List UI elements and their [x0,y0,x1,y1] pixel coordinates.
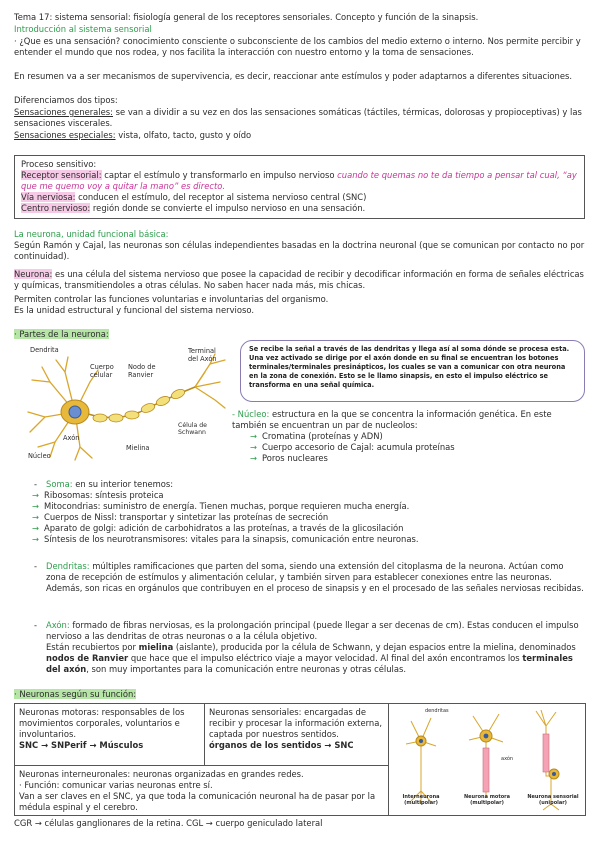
inter-line3: Van a ser claves en el SNC, ya que toda la comunicación neuronal ha de pasar por la médula espinal y el cerebro. [19,791,376,813]
receptor-note: cuando te quemas no te da tiempo a pensar tal cual, “ay que me quemo voy a quitar la mano” es directo. [21,170,577,192]
interneuronas-cell [15,766,389,815]
label-dendritas: dendritas [425,708,449,714]
funcion-table [14,703,586,816]
neurona-p3: Es la unidad estructural y funcional del sistema nervioso. [14,305,254,315]
motoras-cell [15,704,205,766]
nucleo-text [232,409,584,431]
neurona-def-text: es una célula del sistema nervioso que posee la capacidad de recibir y decodificar información en forma de señales eléctricas y químicas, transmitiendoles a otras células. No saben hacer nada más, mis chicas. [14,269,584,291]
motoras-flow: SNC → SNPerif → Músculos [19,740,144,751]
receptor-line [21,170,578,192]
neurona-p2: Permiten controlar las funciones voluntarias e involuntarias del organismo. [14,294,329,304]
label-axon: Axón [63,434,80,442]
centro-line [21,203,578,214]
via-text: conducen el estímulo, del receptor al sistema nervioso central (SNC) [75,192,367,203]
label-nodo: Nodo de Ranvier [128,363,156,379]
neurona-p1: Según Ramón y Cajal, las neuronas son células independientes basadas en la doctrina neuronal (que se comunican por contacto no por continuidad). [14,240,585,262]
nucleo-list [250,431,584,464]
sinapsis-bubble [240,340,585,402]
dendritas-label: Dendritas: [46,561,90,571]
mielina-term: mielina [138,642,174,653]
label-terminal: Terminal del Axón [188,347,217,363]
nucleo-item: → Cuerpo accesorio de Cajal: acumula proteínas [250,442,584,453]
footer-note: CGR → células ganglionares de la retina. CGL → cuerpo geniculado lateral [14,818,323,828]
inter-line1: Neuronas interneuronales: neuronas organizadas en grandes redes. [19,769,304,779]
general-sensations [14,107,582,129]
label-interneurona: Interneurona (multipolar) [402,794,440,806]
nucleo-desc: estructura en la que se concentra la información genética. En este también se encuentran un par de nucleolos: [232,409,552,431]
dendritas-text [32,561,586,594]
nucleo-section [232,409,584,464]
soma-line [32,479,588,490]
label-dendrita: Dendrita [30,346,59,354]
motoras-text: Neuronas motoras: responsables de los movimientos corporales, voluntarios e involuntarios. [19,707,185,740]
bubble-text: Se recibe la señal a través de las dendritas y llega así al soma dónde se procesa esta. Una vez activado se dirige por el axón donde en su final se encuentran los botones terminales/terminales presinápticos, los cuales se van a comunicar con otra neurona en la zona de conexión. Esto se le llamo sinapsis, en esto el impulso eléctrico se transforma en una señal química. [249,345,570,389]
receptor-label: Receptor sensorial: [21,170,102,181]
nucleo-label: - Núcleo: [232,409,270,419]
neuron-types-figure [391,706,585,814]
page-title: Tema 17: sistema sensorial: fisiología general de los receptores sensoriales. Concepto y función de la sinapsis. [14,12,479,22]
inter-line2: · Función: comunicar varias neuronas entre sí. [19,780,213,791]
intro-question: · ¿Que es una sensación? conocimiento consciente o subconsciente de los cambios del medio externo o interno. Nos permite percibir y entender el mundo que nos rodea, y nos facilita la interacción con nuestro entorno y la toma de sensaciones. [14,36,581,58]
funcion-heading: · Neuronas según su función: [14,689,137,699]
label-nucleo: Núcleo [28,452,51,460]
via-label: Vía nerviosa: [21,192,76,203]
axon-section [32,620,586,675]
special-sensations [14,130,251,141]
types-label: Diferenciamos dos tipos: [14,95,118,105]
special-text: vista, olfato, tacto, gusto y oído [115,130,252,140]
axon-desc1: formado de fibras nerviosas, es la prolongación principal (puede llegar a ser decenas de cm). Estas conducen el impulso nervioso a las dendritas de otras neuronas o a la célula objetivo. [46,620,579,642]
intro-heading: Introducción al sistema sensorial [14,24,152,34]
nucleo-item: → Cromatina (proteínas y ADN) [250,431,584,442]
neurona-definition [14,269,588,291]
process-title: Proceso sensitivo: [21,159,97,169]
general-text: se van a dividir a su vez en dos las sensaciones somáticas (táctiles, térmicas, dolorosas y propioceptivas) y las sensaciones viscerales. [14,107,582,129]
label-schwann: Célula de Schwann [178,422,207,437]
soma-item: → Aparato de golgi: adición de carbohidratos a las proteínas, a través de la glicosilación [32,523,588,534]
neurona-def-label: Neurona: [14,269,53,279]
axon-text1 [32,620,586,642]
ranvier-term: nodos de Ranvier [46,653,129,664]
soma-item: → Cuerpos de Nissl: transportar y sintetizar las proteínas de secreción [32,512,588,523]
sensoriales-cell [205,704,389,766]
partes-heading: · Partes de la neurona: [14,329,109,339]
soma-item: → Ribosomas: síntesis proteica [32,490,588,501]
label-motora: Neurona motora (multipolar) [463,794,511,806]
soma-section [32,479,588,546]
label-cuerpo: Cuerpo celular [90,363,114,379]
label-mielina: Mielina [126,444,150,452]
neurona-heading: La neurona, unidad funcional básica: [14,229,169,239]
label-axon-small: axón [501,756,514,762]
neuron-diagram [20,342,230,462]
receptor-text: captar el estímulo y transformarlo en impulso nervioso [101,170,338,181]
axon-label: Axón: [46,620,70,630]
dendritas-section [32,561,586,594]
terminales-term: terminales del axón [46,653,573,675]
soma-list [32,490,588,545]
sensoriales-flow: órganos de los sentidos → SNC [209,740,354,751]
nucleo-item: → Poros nucleares [250,453,584,464]
centro-label: Centro nervioso: [21,203,91,214]
general-label: Sensaciones generales: [14,107,113,117]
axon-text2: Están recubiertos por mielina (aislante), producida por la célula de Schwann, y dejan espacios entre la mielina, denominados nodos de Ranvier que hace que el impulso eléctrico viaje a mayor velocidad. Al final del axón encontramos los terminales del axón, son muy importantes para la comunicación entre neuronas y otras células. [46,642,576,675]
via-line [21,192,578,203]
process-box [14,155,585,219]
special-label: Sensaciones especiales: [14,130,116,140]
centro-text: región donde se convierte el impulso nervioso en una sensación. [90,203,366,214]
dendritas-desc: múltiples ramificaciones que parten del soma, siendo una extensión del citoplasma de la neurona. Actúan como zona de recepción de estímulos y alimentación celular, y también sirven para establecer conexiones entre las neuronas. Además, son ricas en orgánulos que contribuyen en el proceso de sinapsis y en el procesado de las señales nerviosas recibidas. [46,561,584,594]
intro-summary: En resumen va a ser mecanismos de supervivencia, es decir, reaccionar ante estímulos y poder adaptarnos a diferentes situaciones. [14,71,573,81]
sensoriales-text: Neuronas sensoriales: encargadas de recibir y procesar la información externa, captada por nuestros sentidos. [209,707,383,740]
soma-desc: en su interior tenemos: [72,479,174,489]
soma-label: Soma: [46,479,73,489]
soma-item: → Síntesis de los neurotransmisores: vitales para la sinapsis, comunicación entre neuronas. [32,534,588,545]
soma-item: → Mitocondrias: suministro de energía. Tienen muchas, porque requieren mucha energía. [32,501,588,512]
label-sensorial: Neurona sensorial (unipolar) [527,794,579,806]
